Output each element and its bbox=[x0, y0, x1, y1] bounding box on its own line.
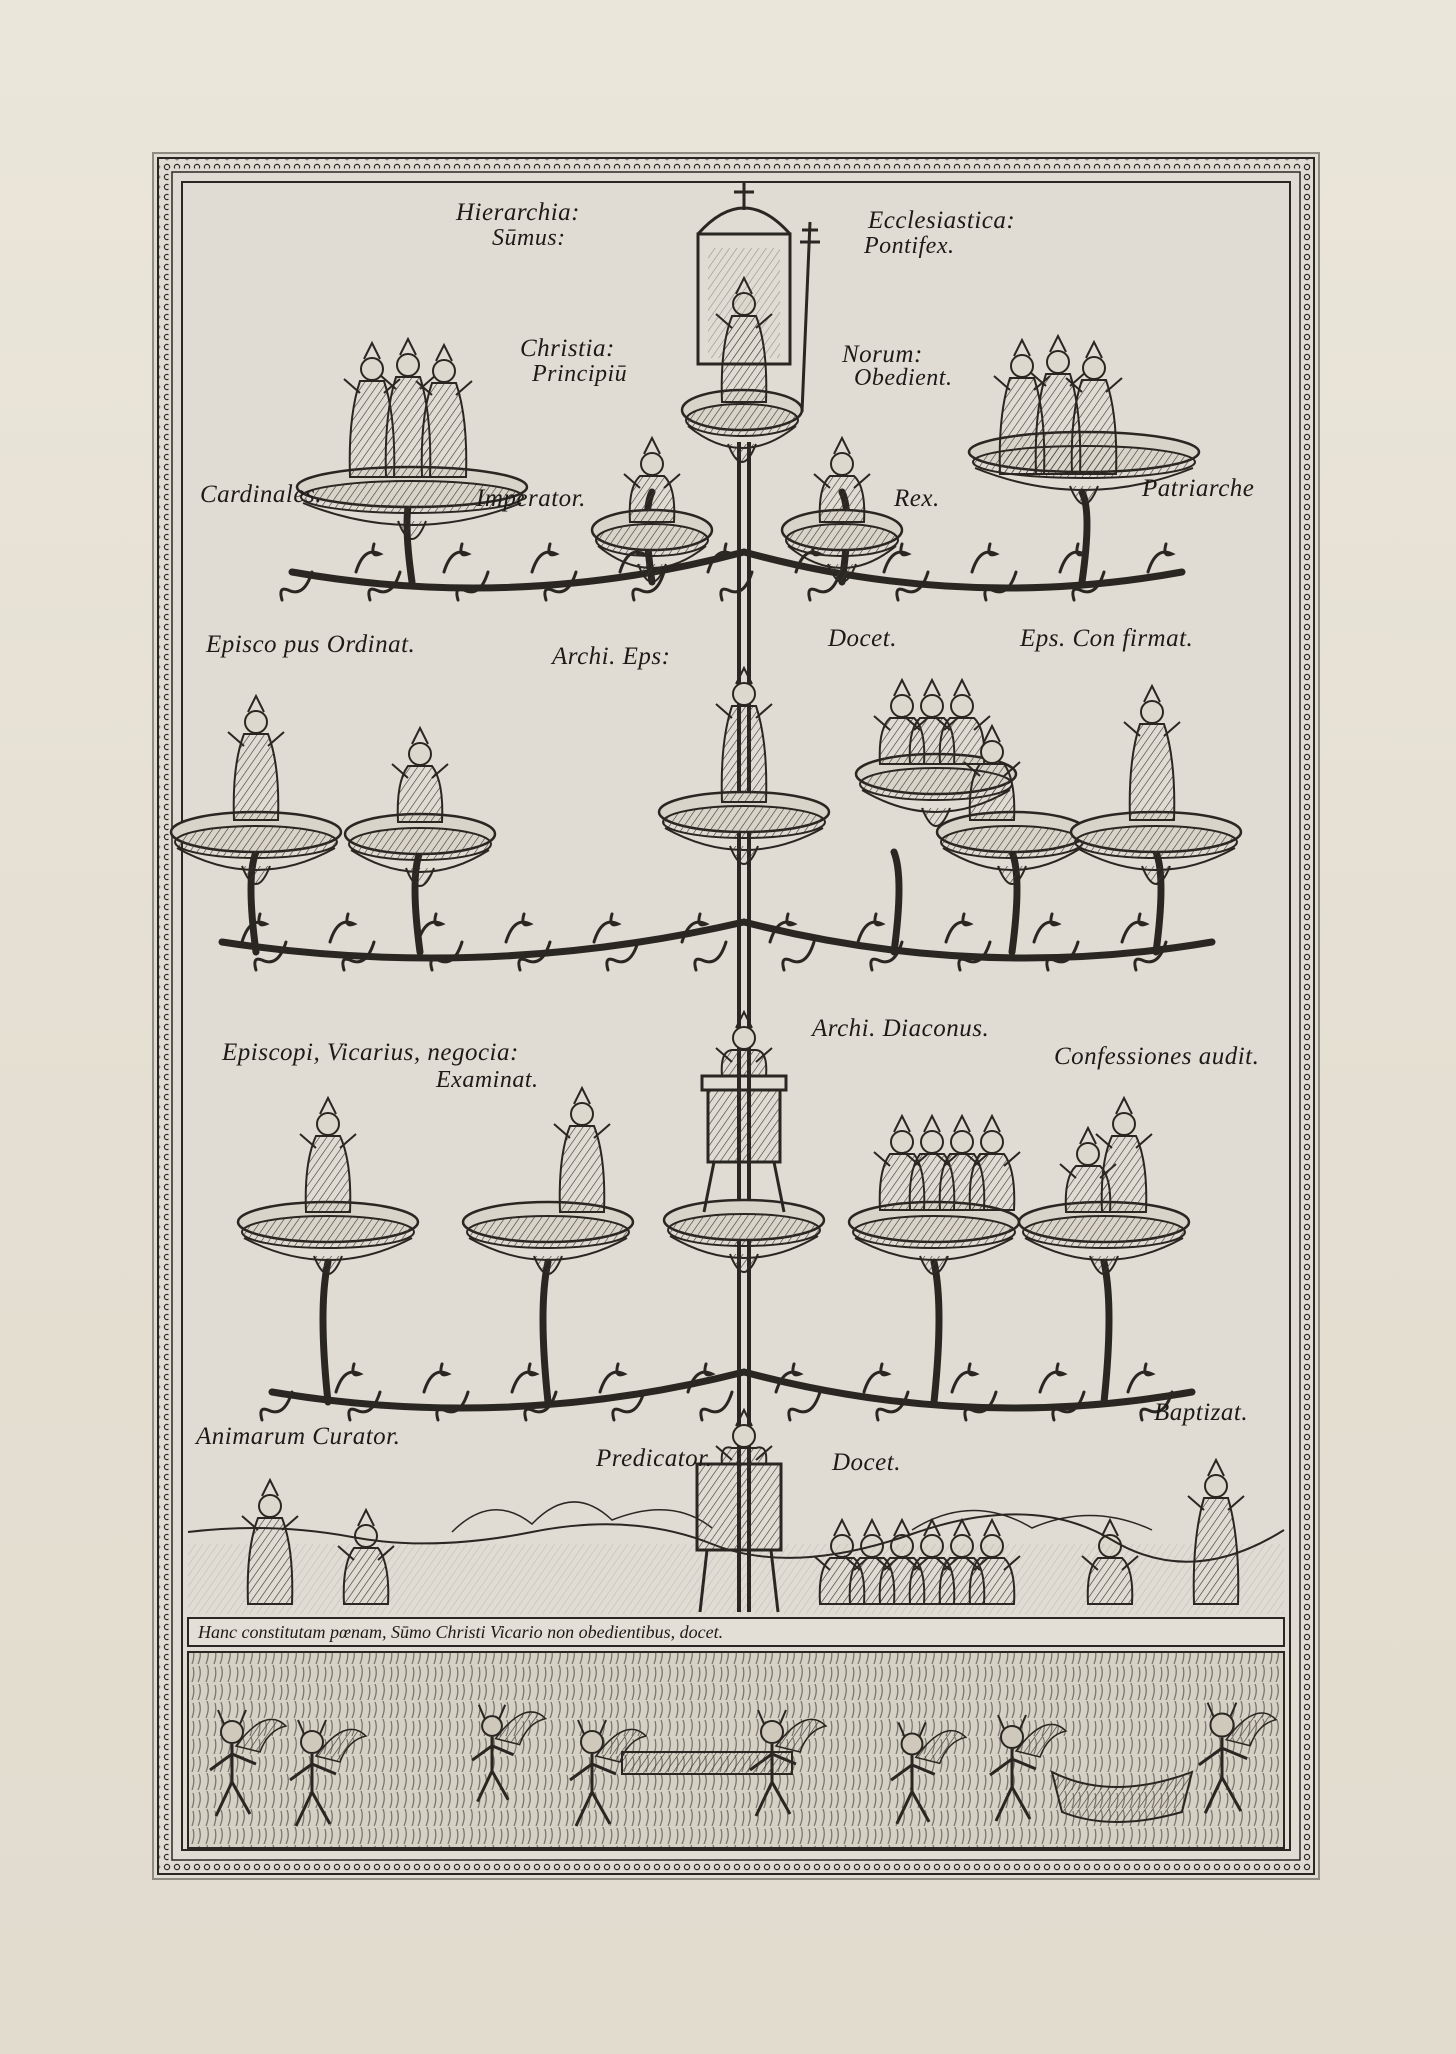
branch-stem bbox=[934, 1262, 939, 1402]
leaf-curl bbox=[946, 914, 970, 942]
label-archi-diaconus: Archi. Diaconus. bbox=[812, 1015, 990, 1042]
label-cardinales: Cardinales. bbox=[200, 481, 322, 508]
engraved-plate bbox=[152, 152, 1320, 1880]
label-ecclesiastica: Ecclesiastica: bbox=[868, 207, 1016, 234]
leaf-curl bbox=[330, 914, 354, 942]
flower-pedestal bbox=[463, 1202, 633, 1274]
leaf-curl bbox=[1148, 544, 1172, 572]
flower-pedestal bbox=[1071, 812, 1241, 884]
leaf-curl bbox=[783, 942, 814, 970]
leaf-curl bbox=[1122, 914, 1146, 942]
label-obedient: Obedient. bbox=[854, 365, 953, 391]
leaf-curl bbox=[1034, 914, 1058, 942]
archbishop-figure bbox=[716, 668, 772, 802]
label-episcopi-vicarius: Episcopi, Vicarius, negocia: bbox=[222, 1039, 519, 1066]
label-examinat: Examinat. bbox=[436, 1067, 539, 1093]
branch-arm bbox=[272, 1372, 1192, 1408]
hell-caption: Hanc constitutam pœnam, Sūmo Christi Vicario non obedientibus, docet. bbox=[198, 1622, 724, 1642]
leaf-curl bbox=[789, 1392, 820, 1420]
bishop-figure bbox=[228, 696, 284, 820]
leaf-curl bbox=[1128, 1364, 1152, 1392]
leaf-curl bbox=[701, 1392, 732, 1420]
label-animarum: Animarum Curator. bbox=[196, 1423, 401, 1450]
branch-stem bbox=[1082, 492, 1087, 582]
leaf-curl bbox=[952, 1364, 976, 1392]
label-baptizat: Baptizat. bbox=[1154, 1399, 1249, 1426]
leaf-curl bbox=[600, 1364, 624, 1392]
label-docet-1: Docet. bbox=[828, 625, 897, 652]
kneeling-figure bbox=[392, 728, 448, 822]
leaf-curl bbox=[1040, 1364, 1064, 1392]
leaf-curl bbox=[695, 942, 726, 970]
label-hierarchia: Hierarchia: bbox=[456, 199, 580, 226]
flower-pedestal bbox=[171, 812, 341, 884]
leaf-curl bbox=[972, 544, 996, 572]
label-norum: Norum: bbox=[842, 341, 923, 368]
label-pontifex: Pontifex. bbox=[864, 233, 955, 259]
label-eps-confirmat: Eps. Con firmat. bbox=[1020, 625, 1194, 652]
label-imperator: Imperator. bbox=[476, 485, 586, 512]
leaf-curl bbox=[424, 1364, 448, 1392]
leaf-curl bbox=[336, 1364, 360, 1392]
label-rex: Rex. bbox=[894, 485, 940, 512]
flower-pedestal bbox=[664, 1200, 824, 1272]
leaf-curl bbox=[444, 544, 468, 572]
examiner-figure bbox=[554, 1088, 610, 1212]
cleric-figure bbox=[416, 345, 472, 477]
label-predicator: Predicator. bbox=[596, 1445, 713, 1472]
flower-pedestal bbox=[937, 812, 1087, 884]
label-christia: Christia: bbox=[520, 335, 615, 362]
leaf-curl bbox=[864, 1364, 888, 1392]
leaf-curl bbox=[594, 914, 618, 942]
tree-engraving bbox=[152, 152, 1320, 1880]
leaf-curl bbox=[512, 1364, 536, 1392]
branch-stem bbox=[543, 1262, 548, 1402]
label-confessiones: Confessiones audit. bbox=[1054, 1043, 1260, 1070]
emperor-figure bbox=[624, 438, 680, 522]
flower-pedestal bbox=[849, 1202, 1019, 1274]
label-archi-eps: Archi. Eps: bbox=[552, 643, 671, 670]
label-episcopus-ordinat: Episco pus Ordinat. bbox=[206, 631, 416, 658]
king-figure bbox=[814, 438, 870, 522]
leaf-curl bbox=[532, 544, 556, 572]
label-patriarche: Patriarche bbox=[1142, 475, 1255, 502]
branch-stem bbox=[894, 852, 899, 952]
cleric-figure bbox=[1066, 342, 1122, 474]
label-principiu: Principiū bbox=[532, 361, 628, 387]
vicar-figure bbox=[300, 1098, 356, 1212]
flower-pedestal bbox=[345, 814, 495, 886]
bishop-figure bbox=[1124, 686, 1180, 820]
label-docet-2: Docet. bbox=[832, 1449, 901, 1476]
branch-stem bbox=[1104, 1262, 1109, 1402]
label-summus: Sūmus: bbox=[492, 225, 566, 251]
leaf-curl bbox=[356, 544, 380, 572]
leaf-curl bbox=[506, 914, 530, 942]
confessor-figure bbox=[1096, 1098, 1152, 1212]
branch-stem bbox=[323, 1262, 328, 1402]
leaf-curl bbox=[858, 914, 882, 942]
